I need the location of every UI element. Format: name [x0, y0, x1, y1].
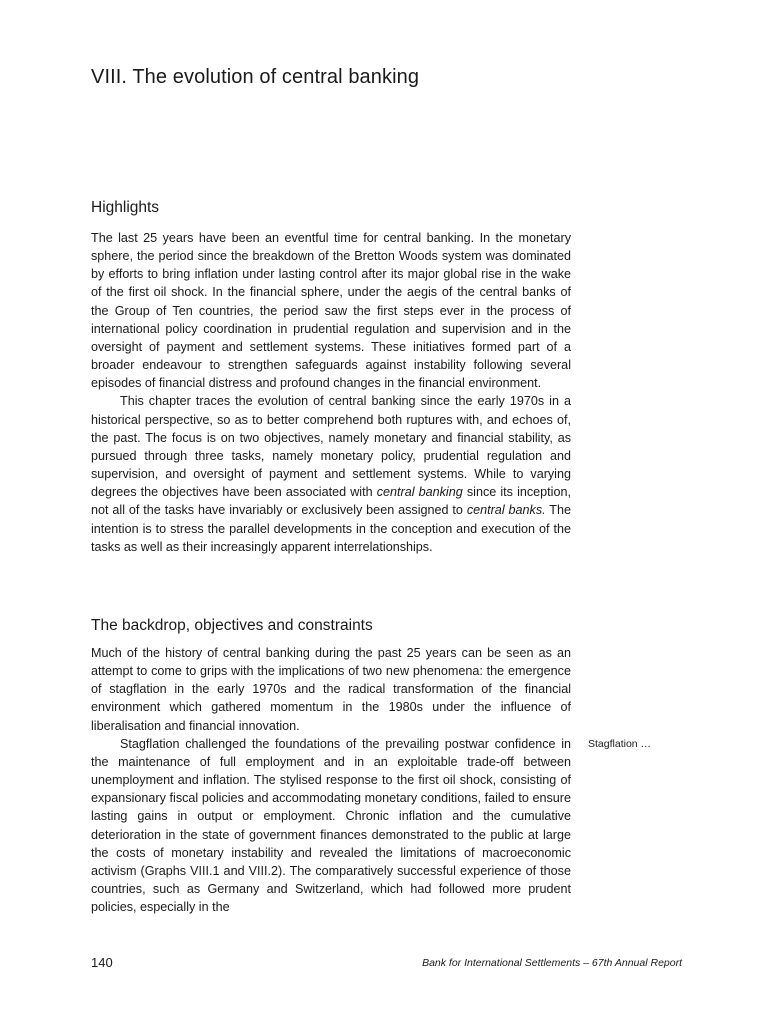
highlights-p2-emphasis-central-banking: central banking [376, 485, 463, 500]
section-heading-highlights: Highlights [91, 199, 160, 216]
footer-publication: Bank for International Settlements – 67th Annual Report [422, 957, 682, 969]
highlights-p2-text-1: This chapter traces the evolution of central banking since the early 1970s in a historical perspective, so as to better comprehend both ruptures with, and echoes of, the past. The focus is on two objectives, namely monetary and financial stability, as pursued through three tasks, namely monetary policy, prudential regulation and supervision, and oversight of payment and settlement systems. While to varying degrees the objectives have been associated with [91, 394, 571, 500]
highlights-p2-emphasis-central-banks: central banks. [466, 503, 546, 518]
highlights-p2-text-2: since its inception, not all of the tasks have invariably or exclusively been assigned to [91, 485, 571, 518]
highlights-p2-text-3: The intention is to stress the parallel developments in the conception and execution of the tasks as well as their increasingly apparent interrelationships. [91, 503, 571, 554]
backdrop-paragraph-1: Much of the history of central banking during the past 25 years can be seen as an attempt to come to grips with the implications of two new phenomena: the emergence of stagflation in the early 1970s and the radical transformation of the financial environment which gathered momentum in the 1980s under the influence of liberalisation and financial innovation. [91, 646, 571, 733]
margin-note-stagflation: Stagflation … [588, 738, 652, 750]
chapter-title: VIII. The evolution of central banking [91, 66, 420, 88]
backdrop-body [91, 644, 571, 916]
backdrop-paragraph-2: Stagflation challenged the foundations of the prevailing postwar confidence in the maintenance of full employment and in an exploitable trade-off between unemployment and inflation. The stylised response to the first oil shock, consisting of expansionary fiscal policies and accommodating monetary conditions, failed to ensure lasting gains in output or employment. Chronic inflation and the cumulative deterioration in the state of government finances demonstrated to the public at large the costs of monetary instability and revealed the limitations of macroeconomic activism (Graphs VIII.1 and VIII.2). The comparatively successful experience of those countries, such as Germany and Switzerland, which had followed more prudent policies, especially in the [91, 736, 571, 915]
section-heading-backdrop: The backdrop, objectives and constraints [91, 617, 373, 634]
page-number: 140 [91, 955, 113, 970]
highlights-paragraph-1: The last 25 years have been an eventful time for central banking. In the monetary sphere, the period since the breakdown of the Bretton Woods system was dominated by efforts to bring inflation under lasting control after its major global rise in the wake of the first oil shock. In the financial sphere, under the aegis of the central banks of the Group of Ten countries, the period saw the first steps ever in the process of international policy coordination in prudential regulation and supervision and in the oversight of payment and settlement systems. These initiatives formed part of a broader endeavour to strengthen safeguards against instability following several episodes of financial distress and profound changes in the financial environment. [91, 231, 571, 391]
highlights-body [91, 229, 571, 556]
highlights-paragraph-2 [91, 392, 571, 555]
